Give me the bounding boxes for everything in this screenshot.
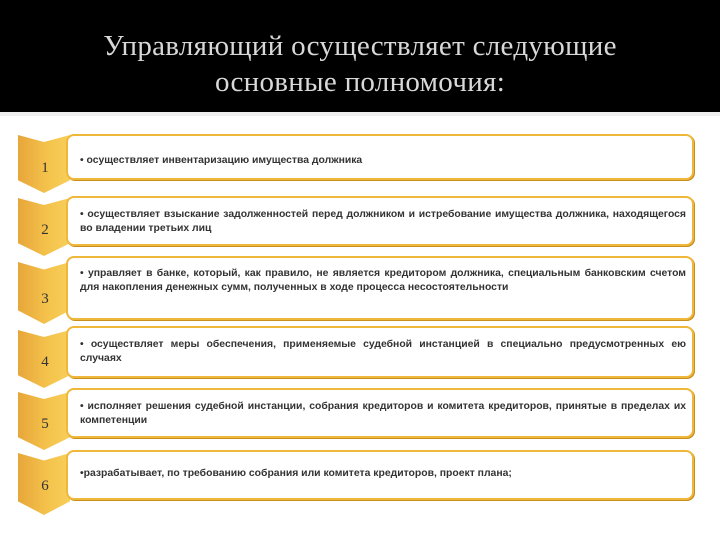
power-item-3 bbox=[66, 256, 694, 320]
step-number-6: 6 bbox=[41, 478, 49, 494]
step-number-4: 4 bbox=[41, 354, 49, 370]
power-item-1 bbox=[66, 134, 694, 180]
power-item-1-text: • осуществляет инвентаризацию имущества должника bbox=[80, 155, 363, 166]
step-number-5: 5 bbox=[41, 416, 49, 432]
power-item-2 bbox=[66, 196, 694, 246]
step-number-1: 1 bbox=[41, 160, 49, 176]
step-number-3: 3 bbox=[41, 291, 49, 307]
step-number-2: 2 bbox=[41, 222, 49, 238]
power-item-6 bbox=[66, 450, 694, 500]
power-item-5-text: • исполняет решения судебной инстанции, собрания кредиторов и комитета кредиторов, принятые в пределах их компетенции bbox=[80, 401, 686, 426]
power-item-2-text: • осуществляет взыскание задолженностей перед должником и истребование имущества должника, находящегося во владении третьих лиц bbox=[80, 209, 686, 234]
power-item-3-text: • управляет в банке, который, как правило, не является кредитором должника, специальным банковским счетом для накопления денежных сумм, полученных в ходе процесса несостоятельности bbox=[80, 268, 686, 293]
power-item-4 bbox=[66, 326, 694, 378]
page-title-line-1: Управляющий осуществляет следующие bbox=[103, 30, 617, 62]
power-item-6-text: •разрабатывает, по требованию собрания или комитета кредиторов, проект плана; bbox=[80, 468, 512, 479]
power-item-5 bbox=[66, 388, 694, 438]
power-item-4-text: • осуществляет меры обеспечения, применяемые судебной инстанцией в специально предусмотренных ею случаях bbox=[80, 339, 686, 364]
page-title-line-2: основные полномочия: bbox=[214, 66, 506, 98]
